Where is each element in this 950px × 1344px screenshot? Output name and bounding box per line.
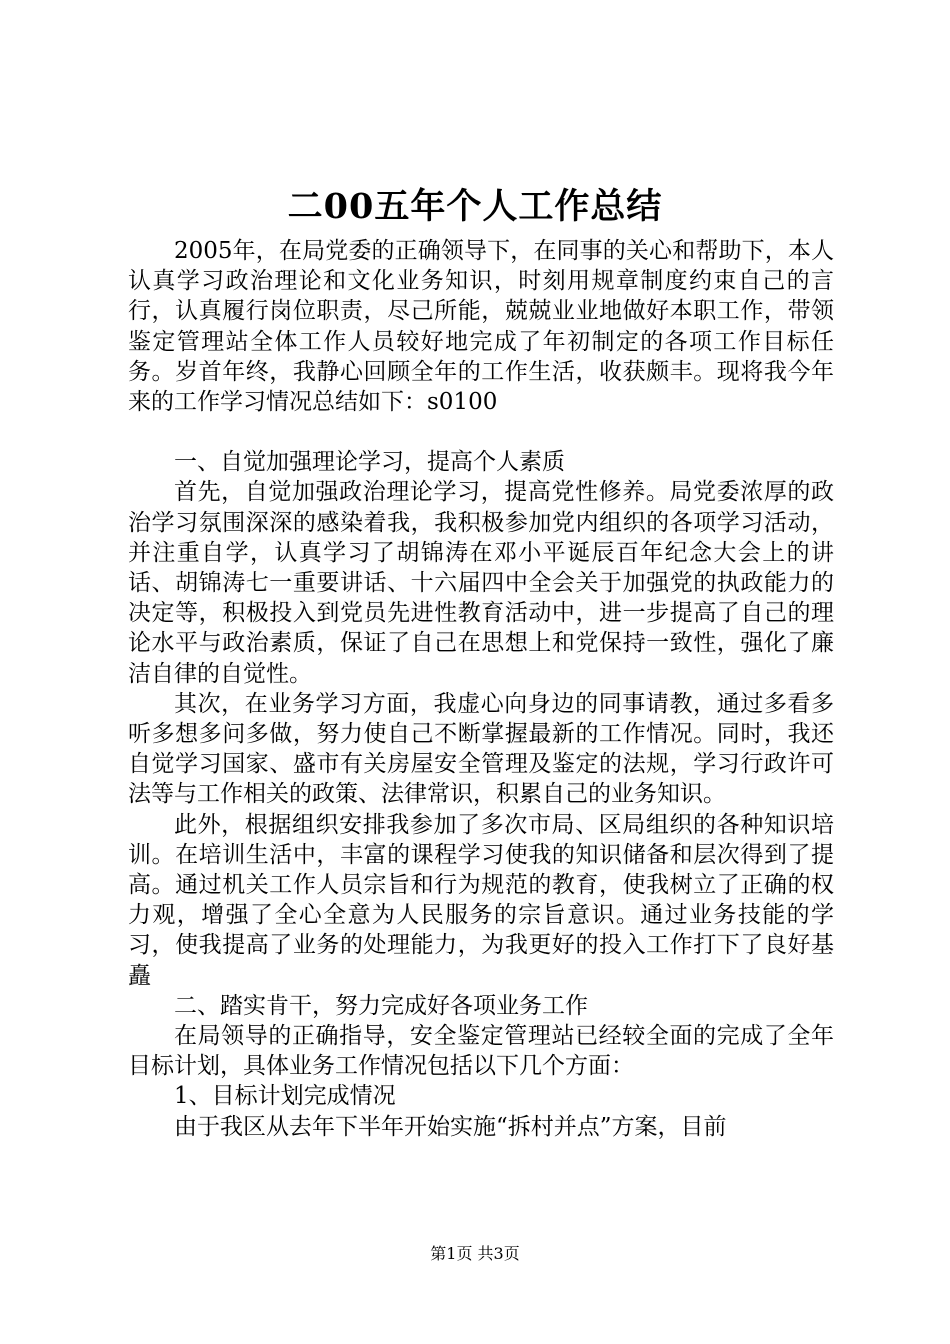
paragraph-plan-status: 由于我区从去年下半年开始实施“拆村并点”方案，目前 — [174, 1113, 727, 1140]
document-body — [128, 236, 834, 1142]
page-footer: 第1页 共3页 — [430, 1244, 520, 1263]
subsection-heading-1: 1、目标计划完成情况 — [174, 1083, 396, 1110]
paragraph-work-overview: 在局领导的正确指导，安全鉴定管理站已经较全面的完成了全年目标计划，具体业务工作情况包括以下几个方面： — [128, 1023, 834, 1080]
section-heading-1: 一、自觉加强理论学习，提高个人素质 — [174, 449, 565, 476]
paragraph-political-study: 首先，自觉加强政治理论学习，提高党性修养。局党委浓厚的政治学习氛围深深的感染着我，我积极参加党内组织的各项学习活动，并注重自学，认真学习了胡锦涛在邓小平诞辰百年纪念大会上的讲话、胡锦涛七一重要讲话、十六届四中全会关于加强党的执政能力的决定等，积极投入到党员先进性教育活动中，进一步提高了自己的理论水平与政治素质，保证了自己在思想上和党保持一致性，强化了廉洁自律的自觉性。 — [128, 479, 834, 687]
paragraph-training: 此外，根据组织安排我参加了多次市局、区局组织的各种知识培训。在培训生活中，丰富的课程学习使我的知识储备和层次得到了提高。通过机关工作人员宗旨和行为规范的教育，使我树立了正确的权力观，增强了全心全意为人民服务的宗旨意识。通过业务技能的学习，使我提高了业务的处理能力，为我更好的投入工作打下了良好基矗 — [128, 811, 834, 989]
paragraph-business-study: 其次，在业务学习方面，我虚心向身边的同事请教，通过多看多听多想多问多做，努力使自己不断掌握最新的工作情况。同时，我还自觉学习国家、盛市有关房屋安全管理及鉴定的法规，学习行政许可法等与工作相关的政策、法律常识，积累自己的业务知识。 — [128, 690, 834, 808]
section-heading-2: 二、踏实肯干，努力完成好各项业务工作 — [174, 992, 588, 1019]
paragraph-intro: 2005年，在局党委的正确领导下，在同事的关心和帮助下，本人认真学习政治理论和文化业务知识，时刻用规章制度约束自己的言行，认真履行岗位职责，尽己所能，兢兢业业地做好本职工作，带领鉴定管理站全体工作人员较好地完成了年初制定的各项工作目标任务。岁首年终，我静心回顾全年的工作生活，收获颇丰。现将我今年来的工作学习情况总结如下：s0100 — [128, 238, 834, 416]
document-title: 二00五年个人工作总结 — [287, 186, 663, 227]
